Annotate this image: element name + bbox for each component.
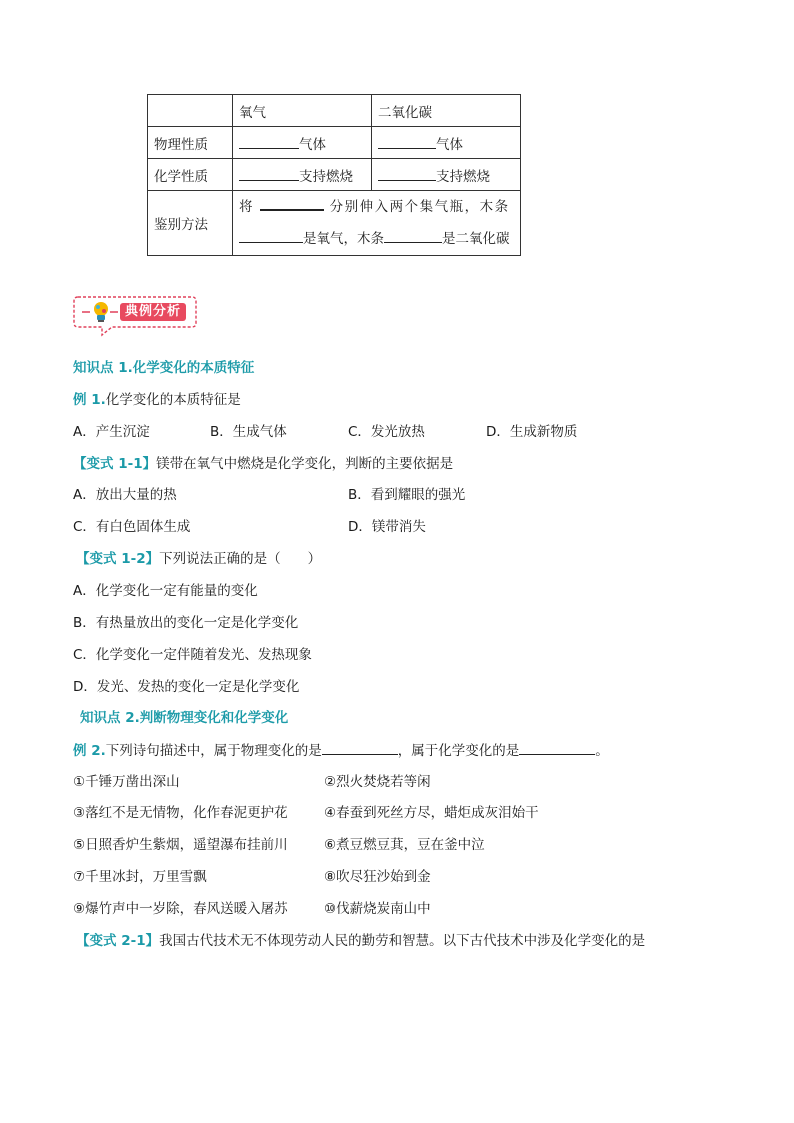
option-d[interactable]: D．镁带消失 bbox=[348, 519, 426, 535]
poem-item: ⑧吹尽狂沙始到金 bbox=[324, 869, 431, 885]
poem-item: ②烈火焚烧若等闲 bbox=[324, 774, 431, 790]
answer-blank[interactable] bbox=[378, 134, 436, 149]
poem-item: ⑩伐薪烧炭南山中 bbox=[324, 901, 431, 917]
poem-item: ③落红不是无情物，化作春泥更护花 bbox=[73, 805, 288, 821]
option-a[interactable]: A．产生沉淀 bbox=[73, 424, 150, 440]
answer-blank[interactable] bbox=[239, 228, 303, 243]
answer-blank[interactable] bbox=[519, 740, 595, 755]
variant-1-2-question: 【变式 1-2】下列说法正确的是（ ） bbox=[76, 551, 322, 567]
cell-identify-method: 将 分别伸入两个集气瓶，木条 是氧气，木条 是二氧化碳 bbox=[233, 191, 521, 256]
example-2-question: 例 2.下列诗句描述中，属于物理变化的是 ，属于化学变化的是 。 bbox=[73, 740, 609, 761]
poem-item: ⑤日照香炉生紫烟，遥望瀑布挂前川 bbox=[73, 837, 288, 853]
variant-2-1-question: 【变式 2-1】我国古代技术无不体现劳动人民的勤劳和智慧。以下古代技术中涉及化学变化的是 bbox=[76, 933, 646, 949]
answer-blank[interactable] bbox=[378, 166, 436, 181]
table-header-co2: 二氧化碳 bbox=[372, 95, 521, 127]
cell-chemical-co2: 支持燃烧 bbox=[372, 159, 521, 191]
lightbulb-icon bbox=[91, 300, 111, 324]
table-header-row bbox=[148, 95, 521, 127]
row-label-chemical: 化学性质 bbox=[148, 159, 233, 191]
option-c[interactable]: C．化学变化一定伴随着发光、发热现象 bbox=[73, 647, 312, 663]
example-1-question: 例 1.化学变化的本质特征是 bbox=[73, 392, 241, 408]
poem-item: ①千锤万凿出深山 bbox=[73, 774, 180, 790]
option-b[interactable]: B．有热量放出的变化一定是化学变化 bbox=[73, 615, 299, 631]
knowledge-point-2-title: 知识点 2.判断物理变化和化学变化 bbox=[80, 710, 289, 726]
table-row-chemical bbox=[148, 159, 521, 191]
table-row-identify bbox=[148, 191, 521, 256]
row-label-identify: 鉴别方法 bbox=[148, 191, 233, 256]
option-a[interactable]: A．化学变化一定有能量的变化 bbox=[73, 583, 258, 599]
option-c[interactable]: C．发光放热 bbox=[348, 424, 425, 440]
table-row-physical bbox=[148, 127, 521, 159]
answer-blank[interactable] bbox=[322, 740, 398, 755]
variant-1-1-question: 【变式 1-1】镁带在氧气中燃烧是化学变化，判断的主要依据是 bbox=[73, 456, 454, 472]
cell-chemical-oxygen: 支持燃烧 bbox=[233, 159, 372, 191]
poem-item: ⑦千里冰封，万里雪飘 bbox=[73, 869, 207, 885]
cell-physical-oxygen: 气体 bbox=[233, 127, 372, 159]
option-d[interactable]: D．生成新物质 bbox=[486, 424, 578, 440]
knowledge-point-1-title: 知识点 1.化学变化的本质特征 bbox=[73, 360, 255, 376]
option-b[interactable]: B．看到耀眼的强光 bbox=[348, 487, 466, 503]
answer-blank[interactable] bbox=[239, 134, 299, 149]
comparison-table bbox=[147, 94, 521, 256]
table-header-empty bbox=[148, 95, 233, 127]
option-b[interactable]: B．生成气体 bbox=[210, 424, 287, 440]
option-c[interactable]: C．有白色固体生成 bbox=[73, 519, 191, 535]
row-label-physical: 物理性质 bbox=[148, 127, 233, 159]
answer-blank[interactable] bbox=[384, 228, 442, 243]
option-a[interactable]: A．放出大量的热 bbox=[73, 487, 177, 503]
answer-blank[interactable] bbox=[260, 195, 324, 211]
poem-item: ⑥煮豆燃豆萁，豆在釜中泣 bbox=[324, 837, 485, 853]
poem-item: ⑨爆竹声中一岁除，春风送暖入屠苏 bbox=[73, 901, 288, 917]
cell-physical-co2: 气体 bbox=[372, 127, 521, 159]
poem-item: ④春蚕到死丝方尽，蜡炬成灰泪始干 bbox=[324, 805, 539, 821]
badge-label: 典例分析 bbox=[120, 303, 186, 321]
option-d[interactable]: D．发光、发热的变化一定是化学变化 bbox=[73, 679, 300, 695]
answer-blank[interactable] bbox=[239, 166, 299, 181]
table-header-oxygen: 氧气 bbox=[233, 95, 372, 127]
example-analysis-badge bbox=[72, 293, 198, 337]
